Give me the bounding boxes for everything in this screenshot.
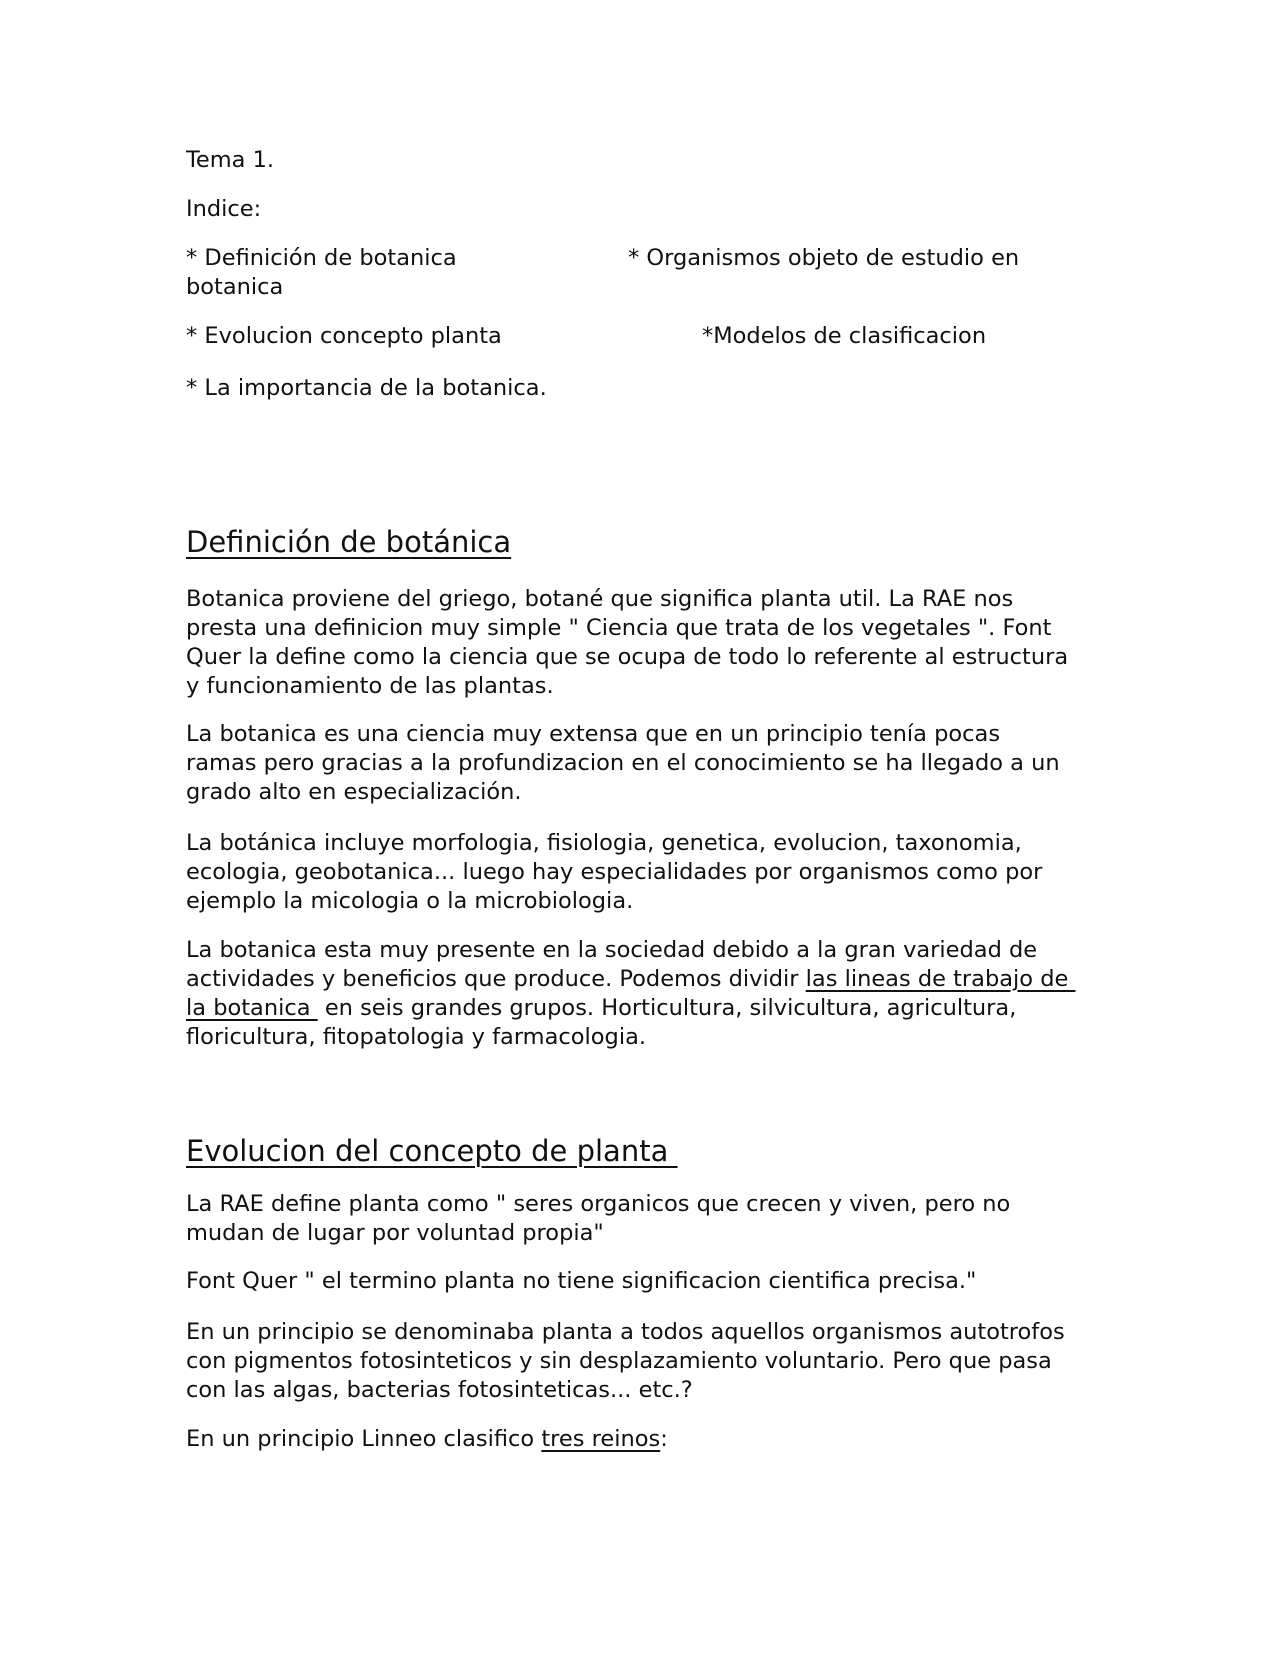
indice-item-definicion: * Definición de botanica [186, 245, 457, 271]
text-line: La RAE define planta como " seres organicos que crecen y viven, pero no [186, 1191, 1011, 1217]
text-segment: : [660, 1426, 668, 1452]
text-line: floricultura, fitopatologia y farmacologia. [186, 1024, 647, 1050]
text-line [186, 965, 1106, 994]
text-line: Botanica proviene del griego, botané que significa planta util. La RAE nos [186, 586, 1014, 612]
text-line: ejemplo la micologia o la microbiologia. [186, 888, 634, 914]
paragraph-evolucion-4 [186, 1425, 668, 1454]
indice-label: Indice: [186, 196, 262, 222]
indice-item-evolucion: * Evolucion concepto planta [186, 323, 502, 349]
text-line: grado alto en especialización. [186, 779, 522, 805]
tema-title: Tema 1. [186, 147, 275, 173]
text-line [186, 994, 1106, 1023]
indice-item-importancia: * La importancia de la botanica. [186, 375, 547, 401]
text-line: La botanica esta muy presente en la sociedad debido a la gran variedad de [186, 937, 1038, 963]
text-segment: en seis grandes grupos. Horticultura, silvicultura, agricultura, [317, 995, 1017, 1021]
indice-item-modelos: *Modelos de clasificacion [702, 323, 987, 349]
underlined-tres-reinos: tres reinos [541, 1426, 661, 1452]
text-line: presta una definicion muy simple " Ciencia que trata de los vegetales ". Font [186, 615, 1052, 641]
text-segment: En un principio Linneo clasifico [186, 1426, 542, 1452]
text-line: La botanica es una ciencia muy extensa que en un principio tenía pocas [186, 721, 1001, 747]
indice-item-organismos-wrap: botanica [186, 274, 284, 300]
section-heading-definicion: Definición de botánica [186, 525, 512, 559]
text-segment: actividades y beneficios que produce. Podemos dividir [186, 966, 806, 992]
paragraph-definicion-2 [186, 720, 1106, 807]
text-line: con las algas, bacterias fotosinteticas... etc.? [186, 1377, 693, 1403]
section-heading-evolucion: Evolucion del concepto de planta [186, 1134, 678, 1168]
indice-item-organismos: * Organismos objeto de estudio en [628, 245, 1020, 271]
text-line: y funcionamiento de las plantas. [186, 673, 554, 699]
paragraph-definicion-3 [186, 829, 1106, 916]
text-line: Quer la define como la ciencia que se ocupa de todo lo referente al estructura [186, 644, 1069, 670]
text-line: mudan de lugar por voluntad propia" [186, 1220, 604, 1246]
text-line: ecologia, geobotanica... luego hay especialidades por organismos como por [186, 859, 1043, 885]
paragraph-evolucion-2: Font Quer " el termino planta no tiene significacion cientifica precisa." [186, 1268, 977, 1294]
paragraph-definicion-1 [186, 585, 1106, 701]
paragraph-evolucion-1 [186, 1190, 1106, 1248]
text-line: ramas pero gracias a la profundizacion en el conocimiento se ha llegado a un [186, 750, 1060, 776]
paragraph-definicion-4 [186, 936, 1106, 1052]
paragraph-evolucion-3 [186, 1318, 1106, 1405]
text-line: con pigmentos fotosinteticos y sin desplazamiento voluntario. Pero que pasa [186, 1348, 1052, 1374]
text-line: La botánica incluye morfologia, fisiologia, genetica, evolucion, taxonomia, [186, 830, 1022, 856]
text-line: En un principio se denominaba planta a todos aquellos organismos autotrofos [186, 1319, 1065, 1345]
underlined-lineas-trabajo: las lineas de trabajo de [805, 966, 1076, 992]
underlined-la-botanica: la botanica [186, 995, 318, 1021]
